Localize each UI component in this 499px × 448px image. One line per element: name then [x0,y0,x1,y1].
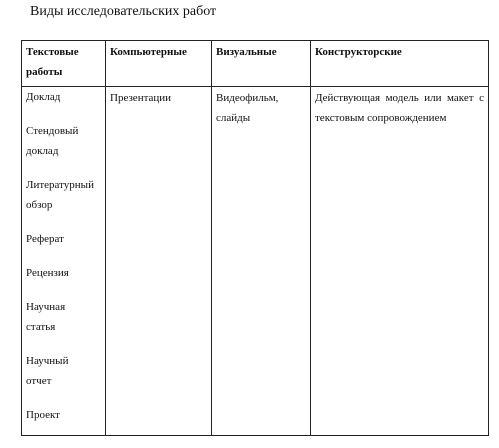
visual-works-cell: Видеофильм, слайды [212,87,311,436]
list-item: Проект [26,409,60,421]
table-body-row [22,87,489,436]
computer-works-cell: Презентации [106,87,212,436]
constructive-works-cell: Действующая модель или макет с текстовым сопровождением [311,87,489,436]
header-computer-works: Компьютерные [106,41,212,87]
list-item: Реферат [26,233,64,245]
text-works-list [26,87,105,425]
list-item: Доклад [26,91,61,103]
header-text-works [22,41,106,87]
header-text-works-line2: работы [26,66,63,78]
table-header-row [22,41,489,87]
list-item: Литературный обзор [26,179,94,211]
list-item: Научная статья [26,301,66,333]
research-works-table [21,40,489,436]
list-item: Научный отчет [26,355,69,387]
text-works-cell [22,87,106,436]
header-constructive-works: Конструкторские [311,41,489,87]
header-text-works-line1: Текстовые [26,46,79,58]
list-item: Стендовый доклад [26,125,79,157]
list-item: Рецензия [26,267,69,279]
header-visual-works: Визуальные [212,41,311,87]
page-title: Виды исследовательских работ [30,4,217,19]
